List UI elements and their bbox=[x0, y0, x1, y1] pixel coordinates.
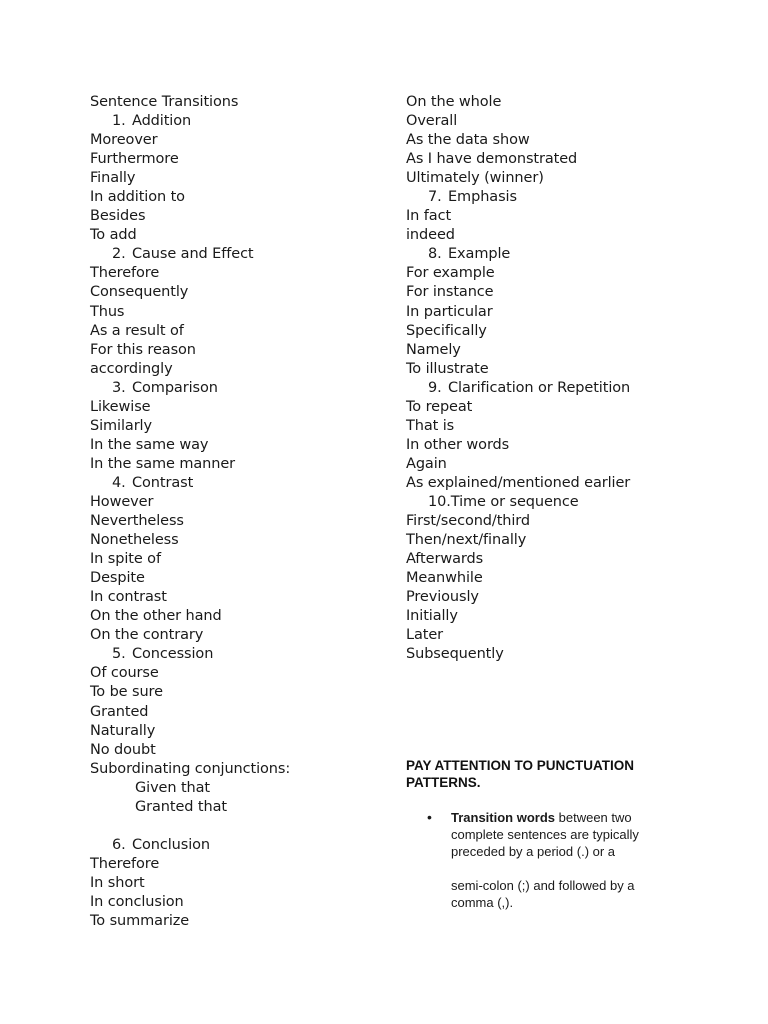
section-heading-emphasis bbox=[406, 188, 706, 207]
list-item: In particular bbox=[406, 303, 493, 320]
bullet-icon: • bbox=[427, 809, 432, 825]
section-label: Cause and Effect bbox=[132, 246, 254, 263]
list-item: Overall bbox=[406, 113, 458, 130]
list-item: Initially bbox=[406, 608, 458, 625]
list-item: Moreover bbox=[90, 132, 158, 149]
list-item: In the same way bbox=[90, 436, 209, 453]
list-item: Besides bbox=[90, 208, 146, 225]
list-item: As the data show bbox=[406, 132, 530, 149]
punctuation-title-line: PATTERNS. bbox=[406, 775, 481, 790]
list-item: On the other hand bbox=[90, 608, 222, 625]
list-item: Meanwhile bbox=[406, 570, 483, 587]
list-item: In addition to bbox=[90, 189, 185, 206]
section-number: 1. bbox=[112, 113, 126, 130]
list-item: In spite of bbox=[90, 551, 161, 568]
list-item: However bbox=[90, 493, 154, 510]
list-item: Specifically bbox=[406, 322, 487, 339]
section-label: Conclusion bbox=[132, 836, 211, 853]
section-heading-time-sequence bbox=[406, 493, 706, 512]
list-item: Likewise bbox=[90, 398, 151, 415]
section-heading-concession bbox=[90, 645, 390, 664]
list-item: Of course bbox=[90, 665, 159, 682]
list-item: To repeat bbox=[406, 398, 473, 415]
list-item: In short bbox=[90, 874, 145, 891]
list-item: In conclusion bbox=[90, 893, 184, 910]
list-item: In the same manner bbox=[90, 455, 236, 472]
list-item: On the contrary bbox=[90, 627, 204, 644]
list-item: Despite bbox=[90, 570, 145, 587]
list-item: In other words bbox=[406, 436, 510, 453]
section-number: 10. bbox=[428, 493, 451, 510]
sub-list-item: Given that bbox=[135, 779, 211, 796]
section-number: 9. bbox=[428, 379, 442, 396]
list-item: As I have demonstrated bbox=[406, 151, 578, 168]
section-heading-example bbox=[406, 245, 706, 264]
list-item: In fact bbox=[406, 208, 452, 225]
punctuation-paragraph bbox=[451, 809, 666, 860]
list-item: Thus bbox=[90, 303, 125, 320]
list-item: Namely bbox=[406, 341, 461, 358]
list-item: Then/next/finally bbox=[406, 532, 527, 549]
list-item: Nonetheless bbox=[90, 532, 179, 549]
list-item: Furthermore bbox=[90, 151, 179, 168]
list-item: First/second/third bbox=[406, 513, 531, 530]
document-title: Sentence Transitions bbox=[90, 94, 239, 110]
left-column bbox=[90, 93, 390, 931]
list-item: As a result of bbox=[90, 322, 184, 339]
list-item: In contrast bbox=[90, 589, 167, 606]
section-label: Comparison bbox=[132, 379, 218, 396]
section-number: 7. bbox=[428, 189, 442, 206]
section-heading-comparison bbox=[90, 379, 390, 398]
section-label: Emphasis bbox=[448, 189, 517, 206]
section-number: 5. bbox=[112, 646, 126, 663]
section-label: Time or sequence bbox=[450, 493, 579, 510]
section-label: Addition bbox=[132, 113, 192, 130]
list-item: Similarly bbox=[90, 417, 152, 434]
list-item: For instance bbox=[406, 284, 494, 301]
blank-line bbox=[90, 817, 390, 836]
list-item: On the whole bbox=[406, 94, 502, 110]
list-item: To be sure bbox=[90, 684, 163, 701]
list-item: That is bbox=[406, 417, 455, 434]
list-item: Naturally bbox=[90, 722, 156, 739]
list-item: Therefore bbox=[90, 265, 160, 282]
section-heading-clarification bbox=[406, 379, 706, 398]
list-item: To summarize bbox=[90, 913, 190, 930]
list-item: Granted bbox=[90, 703, 149, 720]
punctuation-paragraph: semi-colon (;) and followed by a comma (,). bbox=[451, 878, 635, 910]
body-text: between two complete sentences are typically preceded by a period (.) or a bbox=[451, 810, 639, 859]
section-number: 8. bbox=[428, 246, 442, 263]
list-item: As explained/mentioned earlier bbox=[406, 474, 631, 491]
section-label: Clarification or Repetition bbox=[448, 379, 631, 396]
list-item: Therefore bbox=[90, 855, 160, 872]
section-number: 3. bbox=[112, 379, 126, 396]
list-item: No doubt bbox=[90, 741, 156, 758]
list-item: For example bbox=[406, 265, 495, 282]
section-label: Example bbox=[448, 246, 511, 263]
section-heading-cause-effect bbox=[90, 245, 390, 264]
section-heading-contrast bbox=[90, 474, 390, 493]
punctuation-bullet-item bbox=[406, 809, 666, 911]
list-item: Subsequently bbox=[406, 646, 504, 663]
section-number: 6. bbox=[112, 836, 126, 853]
punctuation-note bbox=[406, 757, 666, 911]
list-item: Later bbox=[406, 627, 444, 644]
list-item: To illustrate bbox=[406, 360, 489, 377]
right-column bbox=[406, 93, 706, 664]
section-heading-conclusion bbox=[90, 836, 390, 855]
section-label: Contrast bbox=[132, 474, 194, 491]
list-item: Subordinating conjunctions: bbox=[90, 760, 291, 777]
sub-list-item: Granted that bbox=[135, 798, 227, 815]
list-item: For this reason bbox=[90, 341, 196, 358]
list-item: Consequently bbox=[90, 284, 189, 301]
list-item: Again bbox=[406, 455, 447, 472]
list-item: To add bbox=[90, 227, 137, 244]
list-item: accordingly bbox=[90, 360, 173, 377]
list-item: Ultimately (winner) bbox=[406, 170, 544, 187]
list-item: Previously bbox=[406, 589, 479, 606]
list-item: indeed bbox=[406, 227, 455, 244]
section-label: Concession bbox=[132, 646, 214, 663]
list-item: Afterwards bbox=[406, 551, 484, 568]
section-number: 2. bbox=[112, 246, 126, 263]
section-heading-addition bbox=[90, 112, 390, 131]
section-number: 4. bbox=[112, 474, 126, 491]
punctuation-title-line: PAY ATTENTION TO PUNCTUATION bbox=[406, 758, 635, 773]
list-item: Nevertheless bbox=[90, 513, 184, 530]
list-item: Finally bbox=[90, 170, 136, 187]
punctuation-title bbox=[406, 757, 666, 791]
emphasis-text: Transition words bbox=[451, 810, 556, 825]
